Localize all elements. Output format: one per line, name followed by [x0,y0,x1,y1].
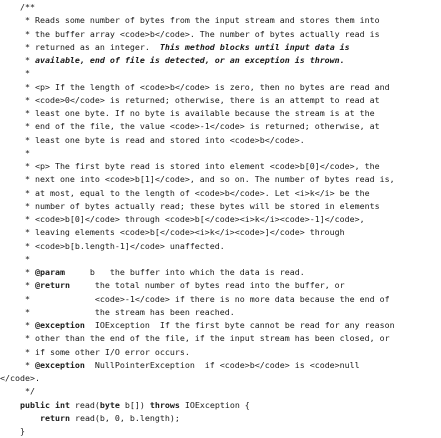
code-line [0,160,441,173]
code-text: * [0,68,30,79]
code-text: * [0,320,35,330]
code-text: * the stream has been reached. [0,306,235,317]
code-text: * least one byte is read and stored into <code>b</code>. [0,134,305,145]
code-line [0,120,441,133]
code-keyword: @exception [34,359,85,370]
code-keyword: @return [34,280,70,291]
code-text [0,413,40,423]
code-text: * [0,147,30,158]
code-text: IOException { [179,399,250,410]
code-line [0,81,441,94]
code-text: } [0,426,25,436]
code-text: * [0,253,30,264]
code-line [0,200,441,213]
code-line [0,107,441,120]
code-line [0,187,441,200]
code-line [0,306,441,319]
code-text: * if some other I/O error occurs. [0,346,190,357]
code-text: * returned as an integer. [0,41,160,52]
code-text: * end of the file, the value <code>-1</code> is returned; otherwise, at [0,121,380,132]
code-line [0,28,441,41]
code-line [0,213,441,226]
code-keyword: byte [99,399,120,410]
code-line [0,385,441,398]
code-text: * least one byte. If no byte is available because the stream is at the [0,108,375,118]
code-text: * [0,280,35,291]
code-line [0,425,441,438]
code-text: * [0,359,35,370]
code-text: * at most, equal to the length of <code>b</code>. Let <i>k</i> be the [0,187,370,198]
code-text: * <p> If the length of <code>b</code> is zero, then no bytes are read and [0,81,390,92]
code-text: IOException If the first byte cannot be read for any reason [84,320,395,330]
code-keyword: return [39,412,70,423]
code-line [0,346,441,359]
code-keyword: available, end of file is detected, or an exception is thrown. [34,55,345,65]
code-text: * Reads some number of bytes from the input stream and stores them into [0,15,380,26]
code-text: NullPointerException if <code>b</code> is <code>null [84,359,360,370]
code-line [0,1,441,14]
code-line [0,147,441,160]
code-text: * <code>0</code> is returned; otherwise, there is an attempt to read at [0,94,380,105]
code-line [0,240,441,253]
code-text: </code>. [0,373,40,383]
code-keyword: @exception [34,320,85,330]
code-line [0,94,441,107]
code-keyword: throws [149,399,180,410]
code-line [0,41,441,54]
code-line [0,226,441,239]
code-line [0,332,441,345]
code-keyword: @param [34,267,65,277]
code-line [0,134,441,147]
code-line [0,319,441,332]
code-line [0,67,441,80]
code-line [0,279,441,292]
code-text: read( [69,399,100,410]
code-text: /** [0,2,35,12]
code-text: * next one into <code>b[1]</code>, and so on. The number of bytes read is, [0,174,395,185]
code-text: * <code>-1</code> if there is no more data because the end of [0,293,390,304]
code-text: * [0,267,35,277]
code-text: * the buffer array <code>b</code>. The number of bytes actually read is [0,28,380,39]
code-line [0,372,441,385]
code-text: * <code>b[0]</code> through <code>b[</code><i>k</i><code>-1]</code>, [0,214,365,224]
code-line [0,266,441,279]
code-text: b the buffer into which the data is read. [64,267,305,277]
source-code-block [0,1,441,438]
code-line [0,359,441,372]
code-line [0,399,441,412]
code-line [0,293,441,306]
code-text: * number of bytes actually read; these bytes will be stored in elements [0,200,380,211]
code-text: * leaving elements <code>b[</code><i>k</i><code>]</code> through [0,227,345,238]
code-line [0,173,441,186]
code-text: */ [0,386,35,397]
code-text: b[]) [119,399,150,410]
code-text: * other than the end of the file, if the input stream has been closed, or [0,333,390,344]
code-line [0,54,441,67]
code-text: * <code>b[b.length-1]</code> unaffected. [0,240,225,251]
code-line [0,14,441,27]
code-keyword: public int [19,399,70,410]
code-text: read(b, 0, b.length); [69,412,180,423]
code-keyword: This method blocks until input data is [159,41,350,52]
code-line [0,253,441,266]
code-text: * [0,55,35,65]
code-text: the total number of bytes read into the buffer, or [69,280,345,291]
code-text: * <p> The first byte read is stored into element <code>b[0]</code>, the [0,161,380,171]
code-text [0,400,20,410]
code-line [0,412,441,425]
